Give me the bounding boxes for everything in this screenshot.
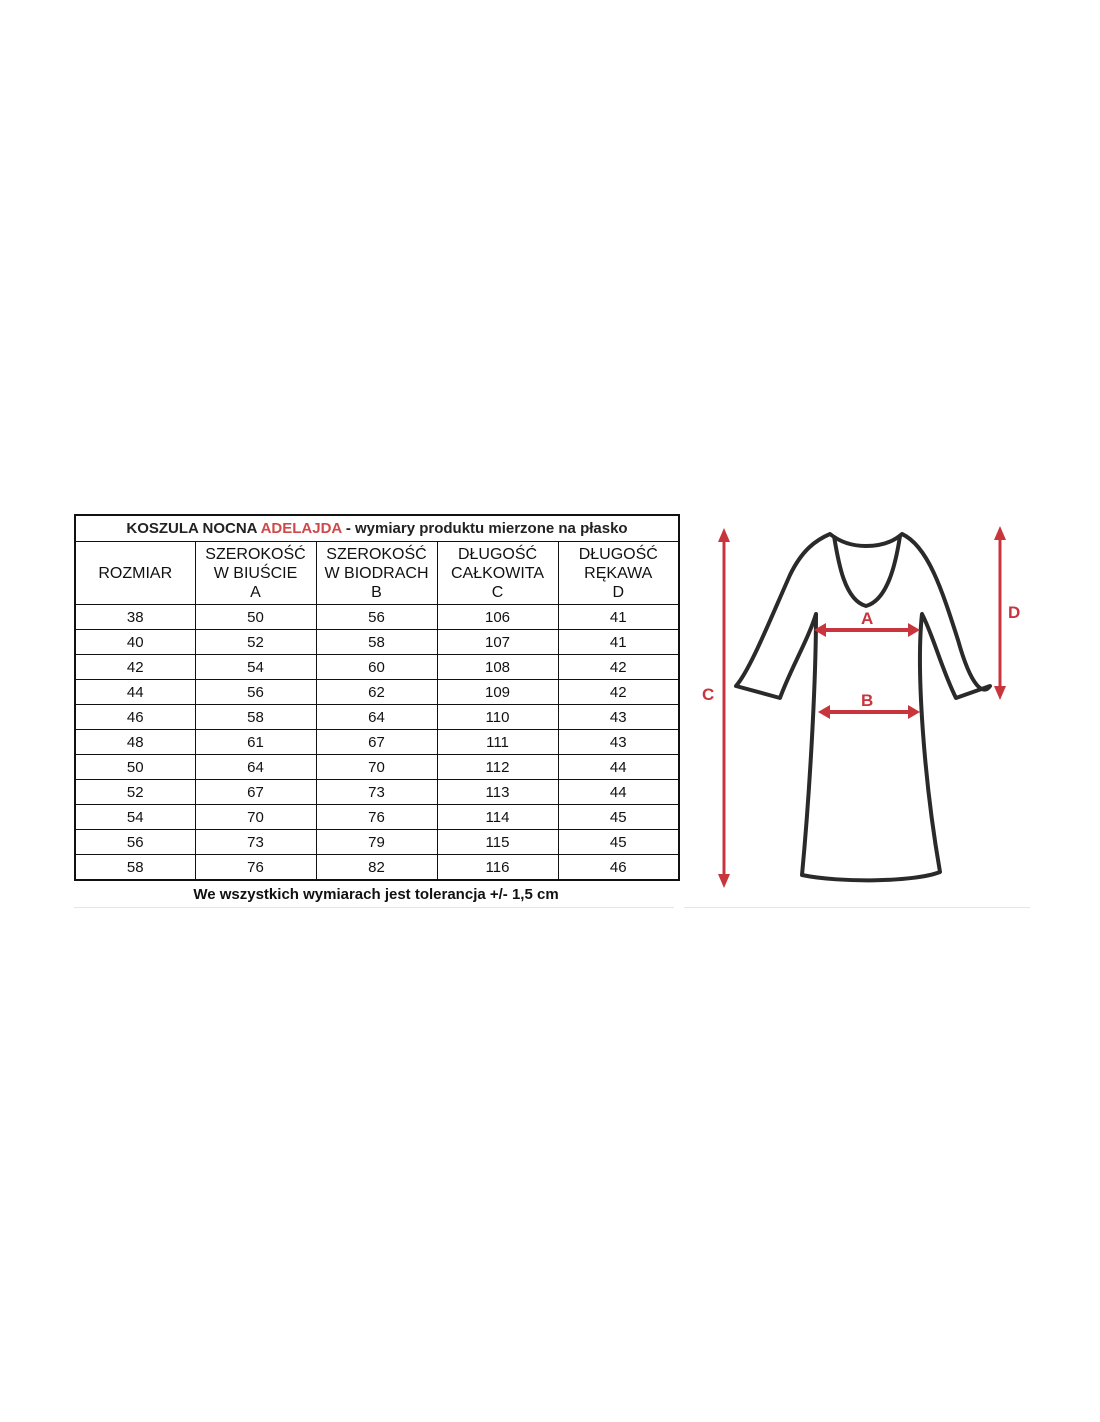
table-cell: 109 <box>437 680 558 705</box>
table-cell: 50 <box>75 755 195 780</box>
table-cell: 41 <box>558 630 679 655</box>
column-header-text: A <box>250 583 261 601</box>
table-cell: 52 <box>195 630 316 655</box>
table-row <box>75 730 679 755</box>
column-header-text: B <box>371 583 382 601</box>
table-cell: 60 <box>316 655 437 680</box>
table-cell: 44 <box>558 780 679 805</box>
table-cell: 106 <box>437 605 558 630</box>
column-header-text: CAŁKOWITA <box>450 564 545 582</box>
column-header-text: ROZMIAR <box>98 564 173 582</box>
column-header-text: DŁUGOŚĆ <box>578 545 658 563</box>
table-cell: 64 <box>195 755 316 780</box>
table-cell: 46 <box>558 855 679 881</box>
label-a: A <box>861 609 874 628</box>
column-header-4 <box>558 542 679 605</box>
divider-left <box>74 907 674 908</box>
table-row <box>75 780 679 805</box>
size-chart <box>74 514 678 903</box>
column-header-3 <box>437 542 558 605</box>
table-cell: 67 <box>316 730 437 755</box>
table-row <box>75 805 679 830</box>
column-header-text: D <box>612 583 625 601</box>
table-cell: 113 <box>437 780 558 805</box>
table-cell: 76 <box>195 855 316 881</box>
column-header-text: SZEROKOŚĆ <box>326 545 427 563</box>
table-cell: 58 <box>195 705 316 730</box>
table-cell: 44 <box>558 755 679 780</box>
table-title <box>75 515 679 542</box>
table-row <box>75 705 679 730</box>
table-cell: 73 <box>195 830 316 855</box>
column-header-text: RĘKAWA <box>584 564 653 582</box>
table-cell: 43 <box>558 705 679 730</box>
column-header-text: W BIODRACH <box>324 564 429 582</box>
table-row <box>75 655 679 680</box>
table-cell: 67 <box>195 780 316 805</box>
table-cell: 82 <box>316 855 437 881</box>
tolerance-note: We wszystkich wymiarach jest tolerancja +/- 1,5 cm <box>193 886 559 903</box>
table-cell: 46 <box>75 705 195 730</box>
table-cell: 45 <box>558 805 679 830</box>
title-prefix: KOSZULA NOCNA <box>126 520 261 537</box>
table-row <box>75 605 679 630</box>
table-cell: 79 <box>316 830 437 855</box>
table-body <box>75 605 679 881</box>
table-cell: 56 <box>75 830 195 855</box>
table-cell: 107 <box>437 630 558 655</box>
table-cell: 40 <box>75 630 195 655</box>
column-header-text: DŁUGOŚĆ <box>457 545 538 563</box>
table-cell: 56 <box>195 680 316 705</box>
column-header-2 <box>316 542 437 605</box>
table-cell: 45 <box>558 830 679 855</box>
table-cell: 112 <box>437 755 558 780</box>
table-row <box>75 830 679 855</box>
table-cell: 54 <box>75 805 195 830</box>
table-cell: 48 <box>75 730 195 755</box>
label-c: C <box>702 685 715 704</box>
table-cell: 76 <box>316 805 437 830</box>
arrow-c <box>718 528 730 888</box>
column-header-text: C <box>491 583 504 601</box>
table-cell: 64 <box>316 705 437 730</box>
table-cell: 115 <box>437 830 558 855</box>
table-cell: 114 <box>437 805 558 830</box>
column-header-text: W BIUŚCIE <box>213 564 298 582</box>
column-header-text: SZEROKOŚĆ <box>205 545 306 563</box>
column-header-1 <box>195 542 316 605</box>
table-cell: 110 <box>437 705 558 730</box>
label-b: B <box>861 691 874 710</box>
title-suffix: - wymiary produktu mierzone na płasko <box>341 520 628 537</box>
column-header-0 <box>75 542 195 605</box>
table-cell: 41 <box>558 605 679 630</box>
table-cell: 54 <box>195 655 316 680</box>
table-cell: 52 <box>75 780 195 805</box>
table-row <box>75 680 679 705</box>
table-cell: 108 <box>437 655 558 680</box>
size-table <box>74 514 680 881</box>
label-d: D <box>1008 603 1021 622</box>
nightgown-outline-diagram <box>690 520 1040 900</box>
table-cell: 43 <box>558 730 679 755</box>
table-row <box>75 755 679 780</box>
table-cell: 42 <box>558 655 679 680</box>
divider-right <box>684 907 1030 908</box>
title-brand: ADELAJDA <box>260 520 342 537</box>
table-cell: 70 <box>195 805 316 830</box>
table-cell: 58 <box>75 855 195 881</box>
table-cell: 56 <box>316 605 437 630</box>
table-cell: 42 <box>75 655 195 680</box>
table-cell: 58 <box>316 630 437 655</box>
table-header-row <box>75 542 679 605</box>
garment-diagram <box>690 520 1040 900</box>
table-cell: 70 <box>316 755 437 780</box>
table-cell: 50 <box>195 605 316 630</box>
table-cell: 116 <box>437 855 558 881</box>
table-cell: 73 <box>316 780 437 805</box>
table-title-row <box>75 515 679 542</box>
table-row <box>75 855 679 881</box>
table-cell: 38 <box>75 605 195 630</box>
table-cell: 61 <box>195 730 316 755</box>
arrow-d <box>994 526 1006 700</box>
table-cell: 111 <box>437 730 558 755</box>
table-cell: 44 <box>75 680 195 705</box>
table-cell: 62 <box>316 680 437 705</box>
table-row <box>75 630 679 655</box>
table-cell: 42 <box>558 680 679 705</box>
